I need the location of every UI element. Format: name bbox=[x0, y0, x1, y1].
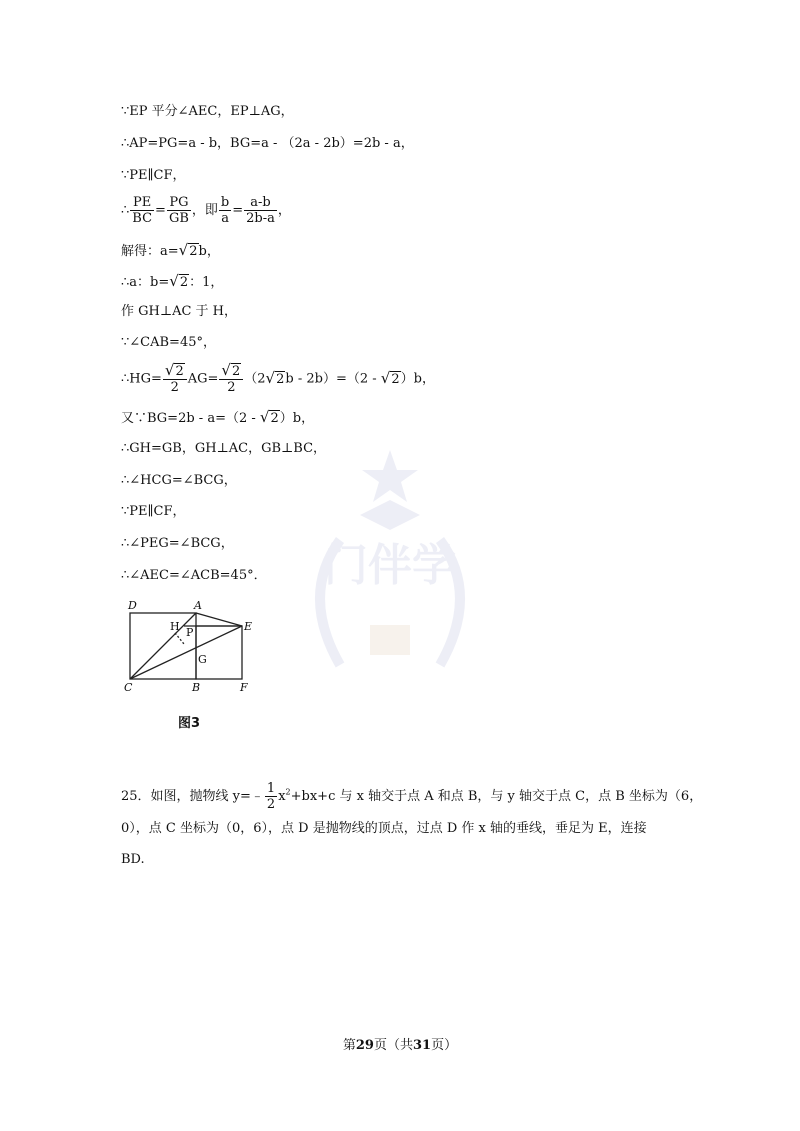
line-3: ∵PE∥CF， bbox=[121, 168, 186, 183]
sqrt-2: √2 bbox=[259, 408, 279, 426]
fraction-sqrt2-over-2: $\frac{√2}{2}$ bbox=[219, 363, 243, 395]
question-25-line-2: 0），点 C 坐标为（0，6），点 D 是抛物线的顶点，过点 D 作 x 轴的垂线，垂足为 E，连接 bbox=[121, 821, 647, 836]
line-12: ∴∠HCG=∠BCG， bbox=[121, 473, 237, 488]
diagonal-ca bbox=[130, 613, 196, 679]
label-b: B bbox=[192, 681, 201, 694]
question-25-line-3: BD. bbox=[121, 852, 145, 867]
line-7: 作 GH⊥AC 于 H， bbox=[121, 304, 238, 319]
fraction-one-half: $\frac{1}{2}$ bbox=[266, 781, 276, 812]
line-13: ∵PE∥CF， bbox=[121, 504, 186, 519]
figure-caption: 图3 bbox=[178, 716, 201, 731]
label-f: F bbox=[240, 681, 248, 694]
watermark-text: 门伴学 bbox=[324, 540, 456, 591]
fraction-pg-gb: $\frac{PG}{GB}$ bbox=[168, 195, 189, 226]
line-6: ∴a：b=√2：1， bbox=[121, 272, 224, 290]
line-14: ∴∠PEG=∠BCG， bbox=[121, 536, 234, 551]
therefore-symbol: ∴ bbox=[121, 203, 130, 218]
line-5: 解得：a=√2b， bbox=[121, 241, 220, 259]
laurel-wreath-icon bbox=[270, 445, 510, 705]
line-9: ∴HG= $\frac{√2}{2}$ AG= $\frac{√2}{2}$ （2√2b - 2b）=（2 - √2）b， bbox=[121, 361, 435, 395]
line-hg bbox=[175, 633, 184, 644]
page-footer: 第29页（共31页） bbox=[342, 1038, 458, 1053]
sqrt-2: √2 bbox=[380, 368, 400, 387]
line-10: 又∵BG=2b - a=（2 - √2）b， bbox=[121, 408, 315, 426]
question-25-line-1: 25．如图，抛物线 y=﹣ $\frac{1}{2}$ $x^2+bx+c$ 与 x 轴交于点 A 和点 B，与 y 轴交于点 C，点 B 坐标为（6， bbox=[121, 781, 703, 812]
label-d: D bbox=[128, 599, 137, 612]
figure-3-diagram bbox=[118, 595, 268, 705]
line-15: ∴∠AEC=∠ACB=45°． bbox=[121, 568, 267, 583]
fraction-pe-bc: $\frac{PE}{BC}$ bbox=[132, 195, 153, 226]
fraction-b-a: $\frac{b}{a}$ bbox=[220, 195, 230, 226]
line-ae bbox=[196, 613, 242, 626]
line-1: ∵EP 平分∠AEC，EP⊥AG， bbox=[121, 104, 294, 119]
fraction-amb-2bma: $\frac{a-b}{2b-a}$ bbox=[246, 195, 275, 226]
line-4: ∴ $\frac{PE}{BC}$ = $\frac{PG}{GB}$ ，即 $\frac{b}{a}$ = $\frac{a-b}{2b-a}$ ， bbox=[121, 195, 291, 226]
label-c: C bbox=[124, 681, 133, 694]
line-11: ∴GH=GB，GH⊥AC，GB⊥BC， bbox=[121, 441, 327, 456]
geometry-figure bbox=[118, 595, 268, 730]
sqrt-2: √2 bbox=[265, 368, 285, 387]
line-2: ∴AP=PG=a - b，BG=a - （2a - 2b）=2b - a， bbox=[121, 136, 414, 151]
current-page: 29 bbox=[355, 1038, 374, 1053]
sqrt-2: √2 bbox=[169, 272, 189, 290]
fraction-sqrt2-over-2: $\frac{√2}{2}$ bbox=[163, 363, 187, 395]
watermark-logo bbox=[270, 445, 510, 705]
sqrt-2: √2 bbox=[178, 241, 198, 259]
label-e: E bbox=[244, 620, 253, 633]
label-g: G bbox=[198, 653, 207, 666]
label-h: H bbox=[170, 620, 180, 633]
total-pages: 31 bbox=[413, 1038, 432, 1053]
label-p: P bbox=[186, 626, 194, 639]
line-8: ∵∠CAB=45°， bbox=[121, 335, 216, 350]
label-a: A bbox=[194, 599, 202, 612]
